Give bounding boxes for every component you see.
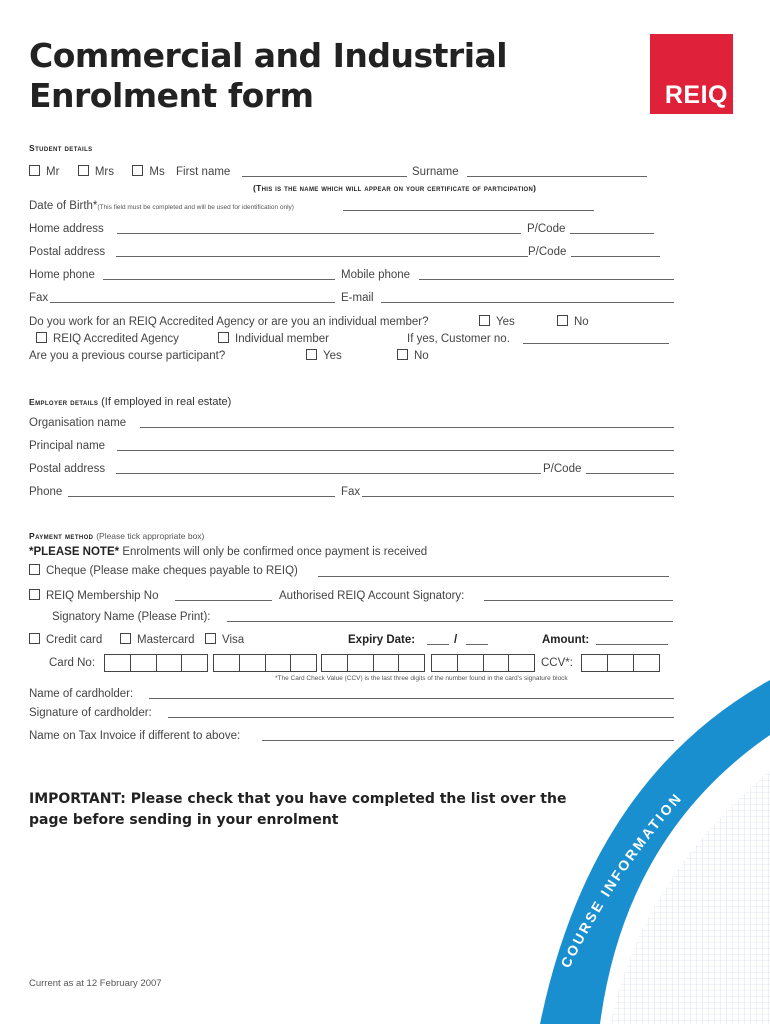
student-details-heading: Student details	[29, 143, 93, 153]
membership-no-field[interactable]	[175, 600, 272, 601]
card-no-label: Card No:	[49, 657, 96, 669]
arc-text: COURSE INFORMATION	[557, 789, 686, 971]
cardholder-name-label: Name of cardholder:	[29, 688, 134, 700]
agency-no	[557, 315, 589, 329]
tax-invoice-field[interactable]	[262, 740, 674, 741]
previous-yes-label: Yes	[323, 350, 342, 362]
previous-participant-question: Are you a previous course participant?	[29, 350, 226, 362]
current-as-at: Current as at 12 February 2007	[29, 978, 162, 989]
expiry-separator: /	[454, 634, 458, 646]
card-no-group-1[interactable]	[104, 654, 208, 672]
card-no-group-4[interactable]	[431, 654, 535, 672]
ms-label: Ms	[149, 166, 165, 178]
dob-note: (This field must be completed and will be used for identification only)	[97, 204, 294, 211]
important-notice	[29, 789, 566, 831]
signatory-name-label: Signatory Name (Please Print):	[52, 611, 211, 623]
fax-field[interactable]	[50, 302, 335, 303]
mastercard-option	[120, 633, 195, 647]
title-options	[29, 165, 165, 179]
home-address-label: Home address	[29, 223, 104, 235]
dob-label: Date of Birth*(This field must be completed and will be used for identification only)	[29, 200, 294, 212]
credit-card-option	[29, 633, 102, 647]
home-pcode-label: P/Code	[527, 223, 566, 235]
visa-option	[205, 633, 244, 647]
agency-question: Do you work for an REIQ Accredited Agency or are you an individual member?	[29, 316, 429, 328]
previous-no-checkbox[interactable]	[397, 349, 408, 360]
previous-yes	[306, 349, 342, 363]
amount-field[interactable]	[596, 644, 668, 645]
email-label: E-mail	[341, 292, 374, 304]
mr-checkbox[interactable]	[29, 165, 40, 176]
logo-text: REIQ	[664, 81, 728, 109]
cheque-field[interactable]	[318, 576, 669, 577]
cardholder-signature-field[interactable]	[168, 717, 674, 718]
previous-no-label: No	[414, 350, 429, 362]
agency-yes-checkbox[interactable]	[479, 315, 490, 326]
amount-label: Amount:	[542, 634, 590, 646]
agency-yes	[479, 315, 515, 329]
membership-option	[29, 589, 158, 603]
certificate-note: (This is the name which will appear on your certificate of participation)	[253, 183, 537, 193]
credit-card-checkbox[interactable]	[29, 633, 40, 644]
home-phone-field[interactable]	[103, 279, 335, 280]
cheque-checkbox[interactable]	[29, 564, 40, 575]
expiry-month-field[interactable]	[427, 644, 449, 645]
ccv-label: CCV*:	[541, 657, 573, 669]
employer-pcode-field[interactable]	[586, 473, 674, 474]
tax-invoice-label: Name on Tax Invoice if different to above:	[29, 730, 241, 742]
payment-method-heading: Payment method (Please tick appropriate box)	[29, 531, 205, 541]
cardholder-signature-label: Signature of cardholder:	[29, 707, 152, 719]
customer-no-field[interactable]	[523, 343, 669, 344]
expiry-date-label: Expiry Date:	[348, 634, 416, 646]
customer-no-label: If yes, Customer no.	[407, 333, 510, 345]
cheque-option	[29, 564, 298, 578]
mastercard-checkbox[interactable]	[120, 633, 131, 644]
signatory-name-field[interactable]	[227, 621, 673, 622]
fax-label: Fax	[29, 292, 49, 304]
first-name-label: First name	[176, 166, 231, 178]
home-address-field[interactable]	[117, 233, 521, 234]
signatory-label: Authorised REIQ Account Signatory:	[279, 590, 465, 602]
employer-fax-field[interactable]	[362, 496, 674, 497]
postal-address-label: Postal address	[29, 246, 106, 258]
mastercard-label: Mastercard	[137, 634, 195, 646]
individual-member-label: Individual member	[235, 333, 329, 345]
dob-field[interactable]	[343, 210, 594, 211]
card-no-group-3[interactable]	[321, 654, 425, 672]
employer-details-heading: Employer details (If employed in real estate)	[29, 396, 232, 408]
home-phone-label: Home phone	[29, 269, 95, 281]
postal-address-field[interactable]	[116, 256, 528, 257]
previous-yes-checkbox[interactable]	[306, 349, 317, 360]
signatory-field[interactable]	[484, 600, 673, 601]
agency-yes-label: Yes	[496, 316, 515, 328]
postal-pcode-field[interactable]	[571, 256, 660, 257]
individual-member-option	[218, 332, 329, 346]
ccv-note: *The Card Check Value (CCV) is the last three digits of the number found in the card's signature block	[275, 675, 568, 682]
employer-postal-field[interactable]	[116, 473, 541, 474]
page-title	[29, 36, 507, 116]
mobile-phone-field[interactable]	[419, 279, 674, 280]
card-no-group-2[interactable]	[213, 654, 317, 672]
expiry-year-field[interactable]	[466, 644, 488, 645]
reiq-logo	[650, 34, 733, 114]
employer-phone-field[interactable]	[68, 496, 335, 497]
important-line-1: IMPORTANT: Please check that you have completed the list over the	[29, 791, 567, 807]
membership-label: REIQ Membership No	[46, 590, 159, 602]
title-line-1: Commercial and Industrial	[29, 36, 508, 75]
principal-field[interactable]	[117, 450, 674, 451]
cheque-label: Cheque (Please make cheques payable to REIQ)	[46, 565, 298, 577]
surname-label: Surname	[412, 166, 459, 178]
previous-no	[397, 349, 429, 363]
visa-label: Visa	[222, 634, 245, 646]
mrs-checkbox[interactable]	[78, 165, 89, 176]
credit-card-label: Credit card	[46, 634, 103, 646]
membership-checkbox[interactable]	[29, 589, 40, 600]
postal-pcode-label: P/Code	[528, 246, 567, 258]
organisation-label: Organisation name	[29, 417, 127, 429]
mr-label: Mr	[46, 166, 60, 178]
email-field[interactable]	[381, 302, 674, 303]
employer-pcode-label: P/Code	[543, 463, 582, 475]
agency-no-label: No	[574, 316, 589, 328]
individual-member-checkbox[interactable]	[218, 332, 229, 343]
cardholder-name-field[interactable]	[149, 698, 674, 699]
visa-checkbox[interactable]	[205, 633, 216, 644]
agency-no-checkbox[interactable]	[557, 315, 568, 326]
title-line-2: Enrolment form	[29, 76, 314, 115]
surname-field[interactable]	[467, 176, 647, 177]
employer-postal-label: Postal address	[29, 463, 106, 475]
home-pcode-field[interactable]	[570, 233, 654, 234]
important-line-2: page before sending in your enrolment	[29, 812, 339, 828]
ms-checkbox[interactable]	[132, 165, 143, 176]
please-note-text: Enrolments will only be confirmed once payment is received	[122, 546, 428, 558]
mobile-phone-label: Mobile phone	[341, 269, 411, 281]
principal-label: Principal name	[29, 440, 106, 452]
accredited-agency-checkbox[interactable]	[36, 332, 47, 343]
payment-heading-note: (Please tick appropriate box)	[96, 531, 205, 541]
ccv-field[interactable]	[581, 654, 660, 672]
employer-heading-note: (If employed in real estate)	[101, 396, 232, 408]
please-note: *PLEASE NOTE* Enrolments will only be confirmed once payment is received	[29, 546, 428, 558]
accredited-agency-option	[36, 332, 179, 346]
mrs-label: Mrs	[94, 166, 114, 178]
employer-fax-label: Fax	[341, 486, 361, 498]
employer-phone-label: Phone	[29, 486, 63, 498]
first-name-field[interactable]	[242, 176, 407, 177]
accredited-agency-label: REIQ Accredited Agency	[53, 333, 179, 345]
organisation-field[interactable]	[140, 427, 674, 428]
